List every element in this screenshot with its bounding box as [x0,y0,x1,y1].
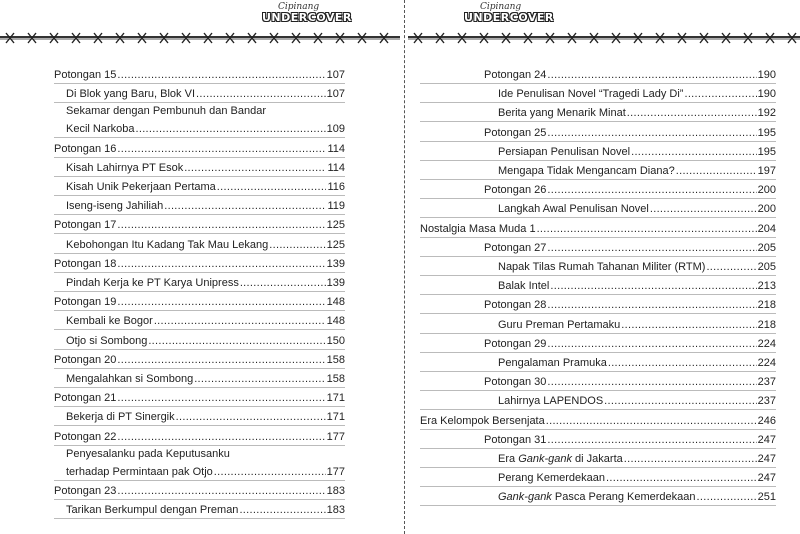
toc-page-number: 119 [327,200,345,213]
toc-subentry[interactable] [66,199,345,213]
toc-entry-title: Tarikan Berkumpul dengan Preman [66,504,239,517]
toc-entry-title: Potongan 19 [54,296,117,309]
toc-separator [420,179,776,180]
toc-separator [420,141,776,142]
toc-subentry[interactable] [498,356,776,370]
toc-separator [54,233,345,234]
toc-entry-title: Potongan 23 [54,485,117,497]
toc-part-entry[interactable] [420,414,776,428]
toc-page-number: 224 [757,337,776,350]
toc-separator [54,291,345,292]
toc-page-number: 218 [757,299,776,312]
logo-script: Cipinang [278,2,320,12]
toc-separator [420,448,776,449]
toc-entry-title: Potongan 26 [484,184,547,197]
toc-dot-leader [547,433,756,447]
toc-separator [420,390,776,391]
toc-subentry[interactable] [66,314,345,328]
toc-separator [420,83,776,84]
logo-word: UNDERCOVER [262,11,352,24]
toc-part-entry[interactable] [420,222,776,236]
toc-separator [54,214,345,215]
toc-separator [54,83,345,84]
logo-script: Cipinang [480,2,522,12]
toc-separator [54,329,345,330]
toc-section-entry[interactable] [54,430,345,444]
toc-separator [420,505,776,506]
toc-page-number: 190 [757,69,776,81]
toc-subentry[interactable] [498,87,776,101]
toc-entry-title: Potongan 21 [54,392,117,405]
toc-dot-leader [194,372,325,386]
toc-section-entry[interactable] [484,337,776,351]
toc-separator [54,102,345,103]
toc-subentry[interactable] [66,372,345,386]
toc-section-entry[interactable] [54,484,345,498]
toc-dot-leader [117,295,325,309]
toc-separator [420,486,776,487]
toc-page-number: 218 [757,318,776,331]
toc-dot-leader [650,202,757,216]
toc-dot-leader [184,161,326,175]
toc-entry-title: Potongan 30 [484,376,547,389]
toc-entry-title: Potongan 18 [54,257,117,270]
toc-dot-leader [117,484,325,498]
toc-page-number: 139 [326,277,345,289]
toc-entry-title: Di Blok yang Baru, Blok VI [66,88,196,101]
toc-entry-title: Potongan 15 [54,69,117,81]
toc-separator [420,102,776,103]
toc-dot-leader [547,337,756,351]
toc-dot-leader [117,257,325,271]
toc-page-number: 148 [326,315,345,328]
toc-dot-leader [135,122,325,136]
toc-dot-leader [547,183,756,197]
toc-page-number: 177 [326,430,345,443]
toc-page-number: 114 [327,161,345,174]
toc-subentry[interactable] [498,164,776,178]
toc-separator [420,352,776,353]
toc-section-entry[interactable] [484,183,776,197]
toc-subentry[interactable] [498,202,776,216]
toc-dot-leader [148,334,325,348]
toc-dot-leader [608,356,757,370]
right-page [408,0,800,534]
toc-dot-leader [547,68,756,82]
toc-separator [54,253,345,254]
toc-subentry[interactable] [498,260,776,274]
toc-separator [420,313,776,314]
toc-entry-title: Mengalahkan si Sombong [66,373,194,385]
toc-entry-title: Lahirnya LAPENDOS [498,395,604,408]
toc-section-entry[interactable] [484,241,776,255]
toc-dot-leader [631,145,757,159]
toc-entry-title: Berita yang Menarik Minat [498,107,626,120]
toc-dot-leader [684,87,756,101]
toc-dot-leader [547,298,756,312]
toc-entry-title: Ide Penulisan Novel “Tragedi Lady Di” [498,88,684,101]
toc-separator [420,275,776,276]
toc-entry-title: Era Kelompok Bersenjata [420,414,545,427]
toc-section-entry[interactable] [484,126,776,140]
toc-dot-leader [164,199,326,213]
toc-page-number: 195 [757,145,776,158]
toc-dot-leader [176,410,326,424]
toc-entry-title: Potongan 17 [54,219,117,232]
toc-section-entry[interactable] [484,298,776,312]
toc-separator [420,409,776,410]
toc-entry-title: Otjo si Sombong [66,334,148,347]
toc-subentry[interactable] [66,465,345,479]
toc-dot-leader [117,218,325,232]
toc-entry-title: Potongan 24 [484,69,547,81]
toc-page-number: 125 [326,219,345,232]
toc-entry-title: Pengalaman Pramuka [498,357,607,369]
toc-page-number: 192 [757,107,776,120]
toc-entry-title: Potongan 22 [54,430,117,443]
toc-section-entry[interactable] [484,68,776,82]
toc-separator [420,217,776,218]
toc-entry-title: Iseng-iseng Jahiliah [66,200,164,213]
toc-page-number: 171 [326,411,345,424]
toc-separator [54,518,345,519]
toc-entry-title: Bekerja di PT Sinergik [66,411,175,424]
toc-dot-leader [547,241,756,255]
toc-page-number: 205 [757,241,776,254]
toc-separator [420,198,776,199]
toc-entry-title: Perang Kemerdekaan [498,472,606,485]
toc-separator [420,121,776,122]
toc-page-number: 247 [757,433,776,446]
toc-dot-leader [117,68,325,82]
toc-dot-leader [269,238,325,252]
toc-separator [54,406,345,407]
toc-page-number: 251 [757,491,776,504]
toc-section-entry[interactable] [484,433,776,447]
toc-entry-title: Mengapa Tidak Mengancam Diana? [498,165,675,177]
toc-separator [54,480,345,481]
toc-section-entry[interactable] [54,68,345,82]
toc-subentry[interactable] [66,503,345,517]
toc-separator [420,237,776,238]
toc-dot-leader [624,452,757,466]
toc-page-number: 125 [326,238,345,251]
toc-page-number: 139 [326,257,345,270]
toc-page-number: 114 [327,142,345,155]
toc-entry-title: Potongan 25 [484,126,547,139]
toc-page-number: 183 [326,485,345,497]
toc-separator [54,272,345,273]
toc-separator [54,176,345,177]
toc-entry-title-line: Sekamar dengan Pembunuh dan Bandar [66,105,266,118]
toc-separator [54,387,345,388]
toc-entry-title-suffix: Pasca Perang Kemerdekaan [551,491,696,504]
toc-page-number: 158 [326,373,345,385]
toc-separator [54,137,345,138]
toc-subentry[interactable] [498,471,776,485]
toc-page-number: 107 [326,69,345,81]
toc-dot-leader [117,391,325,405]
toc-page-number: 177 [326,465,345,478]
toc-page-number: 247 [757,453,776,465]
toc-separator [54,310,345,311]
toc-separator [420,333,776,334]
toc-entry-title: Kembali ke Bogor [66,315,153,328]
toc-page-number: 224 [757,357,776,369]
toc-subentry[interactable] [498,145,776,159]
left-header [0,0,400,48]
toc-separator [54,445,345,446]
toc-entry-title: Pindah Kerja ke PT Karya Unipress [66,277,239,289]
toc-entry-title-line: Penyesalanku pada Keputusanku [66,447,230,460]
toc-dot-leader [117,353,325,367]
toc-entry-title: Langkah Awal Penulisan Novel [498,203,649,216]
toc-section-entry[interactable] [54,257,345,271]
toc-subentry[interactable] [66,238,345,252]
toc-entry-title: Potongan 31 [484,433,547,446]
toc-dot-leader [239,503,325,517]
toc-separator [54,157,345,158]
toc-page-number: 107 [326,88,345,101]
toc-page-number: 247 [757,472,776,485]
right-header [408,0,800,48]
toc-section-entry[interactable] [54,142,345,156]
toc-separator [54,425,345,426]
toc-dot-leader [547,126,756,140]
toc-separator [420,160,776,161]
toc-dot-leader [676,164,757,178]
toc-page-number: 158 [326,353,345,366]
logo-word: UNDERCOVER [464,11,554,24]
toc-dot-leader [537,222,757,236]
toc-page-number: 197 [757,165,776,177]
toc-subentry[interactable] [498,318,776,332]
toc-page-number: 213 [757,280,776,293]
toc-entry-title-italic: Gank-gank [498,491,552,504]
toc-subentry[interactable] [66,276,345,290]
toc-page-number: 148 [326,296,345,309]
toc-page-number: 195 [757,126,776,139]
right-logo [464,2,554,24]
toc-subentry[interactable] [498,490,776,504]
toc-entry-title [498,452,623,466]
toc-separator [54,349,345,350]
toc-dot-leader [604,394,756,408]
toc-page-number: 183 [326,504,345,517]
toc-entry-title-suffix: di Jakarta [572,453,623,465]
toc-separator [420,294,776,295]
toc-entry-title: Potongan 28 [484,299,547,312]
toc-subentry[interactable] [498,106,776,120]
toc-dot-leader [240,276,326,290]
toc-separator [54,499,345,500]
toc-subentry[interactable] [66,122,345,136]
toc-entry-title: Balak Intel [498,280,550,293]
toc-entry-title: Nostalgia Masa Muda 1 [420,222,536,235]
toc-section-entry[interactable] [54,391,345,405]
toc-page-number: 171 [326,392,345,405]
toc-dot-leader [546,414,757,428]
toc-dot-leader [117,430,325,444]
toc-subentry[interactable] [66,410,345,424]
toc-page-number: 204 [757,222,776,235]
toc-entry-title: Napak Tilas Rumah Tahanan Militer (RTM) [498,261,706,273]
toc-page-number: 200 [757,184,776,197]
toc-dot-leader [706,260,756,274]
toc-subentry[interactable] [66,334,345,348]
toc-dot-leader [217,180,327,194]
toc-entry-title-prefix: Era [498,453,519,465]
toc-page-number: 116 [327,181,345,193]
toc-page-number: 190 [757,88,776,101]
toc-separator [420,256,776,257]
toc-entry-title: Kisah Lahirnya PT Esok [66,161,184,174]
toc-page-number: 200 [757,203,776,216]
toc-entry-title: Persiapan Penulisan Novel [498,145,631,158]
toc-dot-leader [214,465,326,479]
toc-dot-leader [154,314,326,328]
toc-entry-title: Potongan 20 [54,353,117,366]
toc-entry-title: Potongan 27 [484,241,547,254]
toc-dot-leader [117,142,326,156]
toc-dot-leader [697,490,757,504]
toc-entry-title: terhadap Permintaan pak Otjo [66,465,213,478]
toc-dot-leader [196,87,326,101]
toc-subentry[interactable] [498,394,776,408]
toc-entry-title [498,490,696,504]
toc-separator [420,371,776,372]
toc-dot-leader [550,279,756,293]
toc-entry-title-italic: Gank-gank [518,453,572,465]
toc-subentry[interactable] [66,87,345,101]
toc-separator [54,195,345,196]
toc-page-number: 237 [757,395,776,408]
toc-entry-title: Kisah Unik Pekerjaan Pertama [66,181,216,193]
toc-separator [420,429,776,430]
page-divider [404,0,405,534]
toc-subentry[interactable] [498,279,776,293]
toc-subentry[interactable] [66,161,345,175]
toc-entry-title: Potongan 29 [484,337,547,350]
toc-page-number: 237 [757,376,776,389]
left-logo [262,2,352,24]
toc-section-entry[interactable] [54,353,345,367]
toc-page-number: 109 [326,123,345,136]
toc-entry-title: Guru Preman Pertamaku [498,318,621,331]
toc-dot-leader [621,318,756,332]
toc-dot-leader [627,106,757,120]
toc-entry-title: Potongan 16 [54,142,117,155]
toc-entry-title: Kecil Narkoba [66,123,135,136]
toc-section-entry[interactable] [484,375,776,389]
toc-entry-title: Kebohongan Itu Kadang Tak Mau Lekang [66,238,269,251]
toc-separator [54,368,345,369]
toc-page-number: 205 [757,261,776,273]
toc-separator [420,467,776,468]
toc-subentry[interactable] [66,180,345,194]
toc-dot-leader [547,375,756,389]
toc-section-entry[interactable] [54,295,345,309]
toc-page-number: 246 [757,414,776,427]
toc-page-number: 150 [326,334,345,347]
toc-subentry[interactable] [498,452,776,466]
toc-dot-leader [606,471,757,485]
toc-section-entry[interactable] [54,218,345,232]
